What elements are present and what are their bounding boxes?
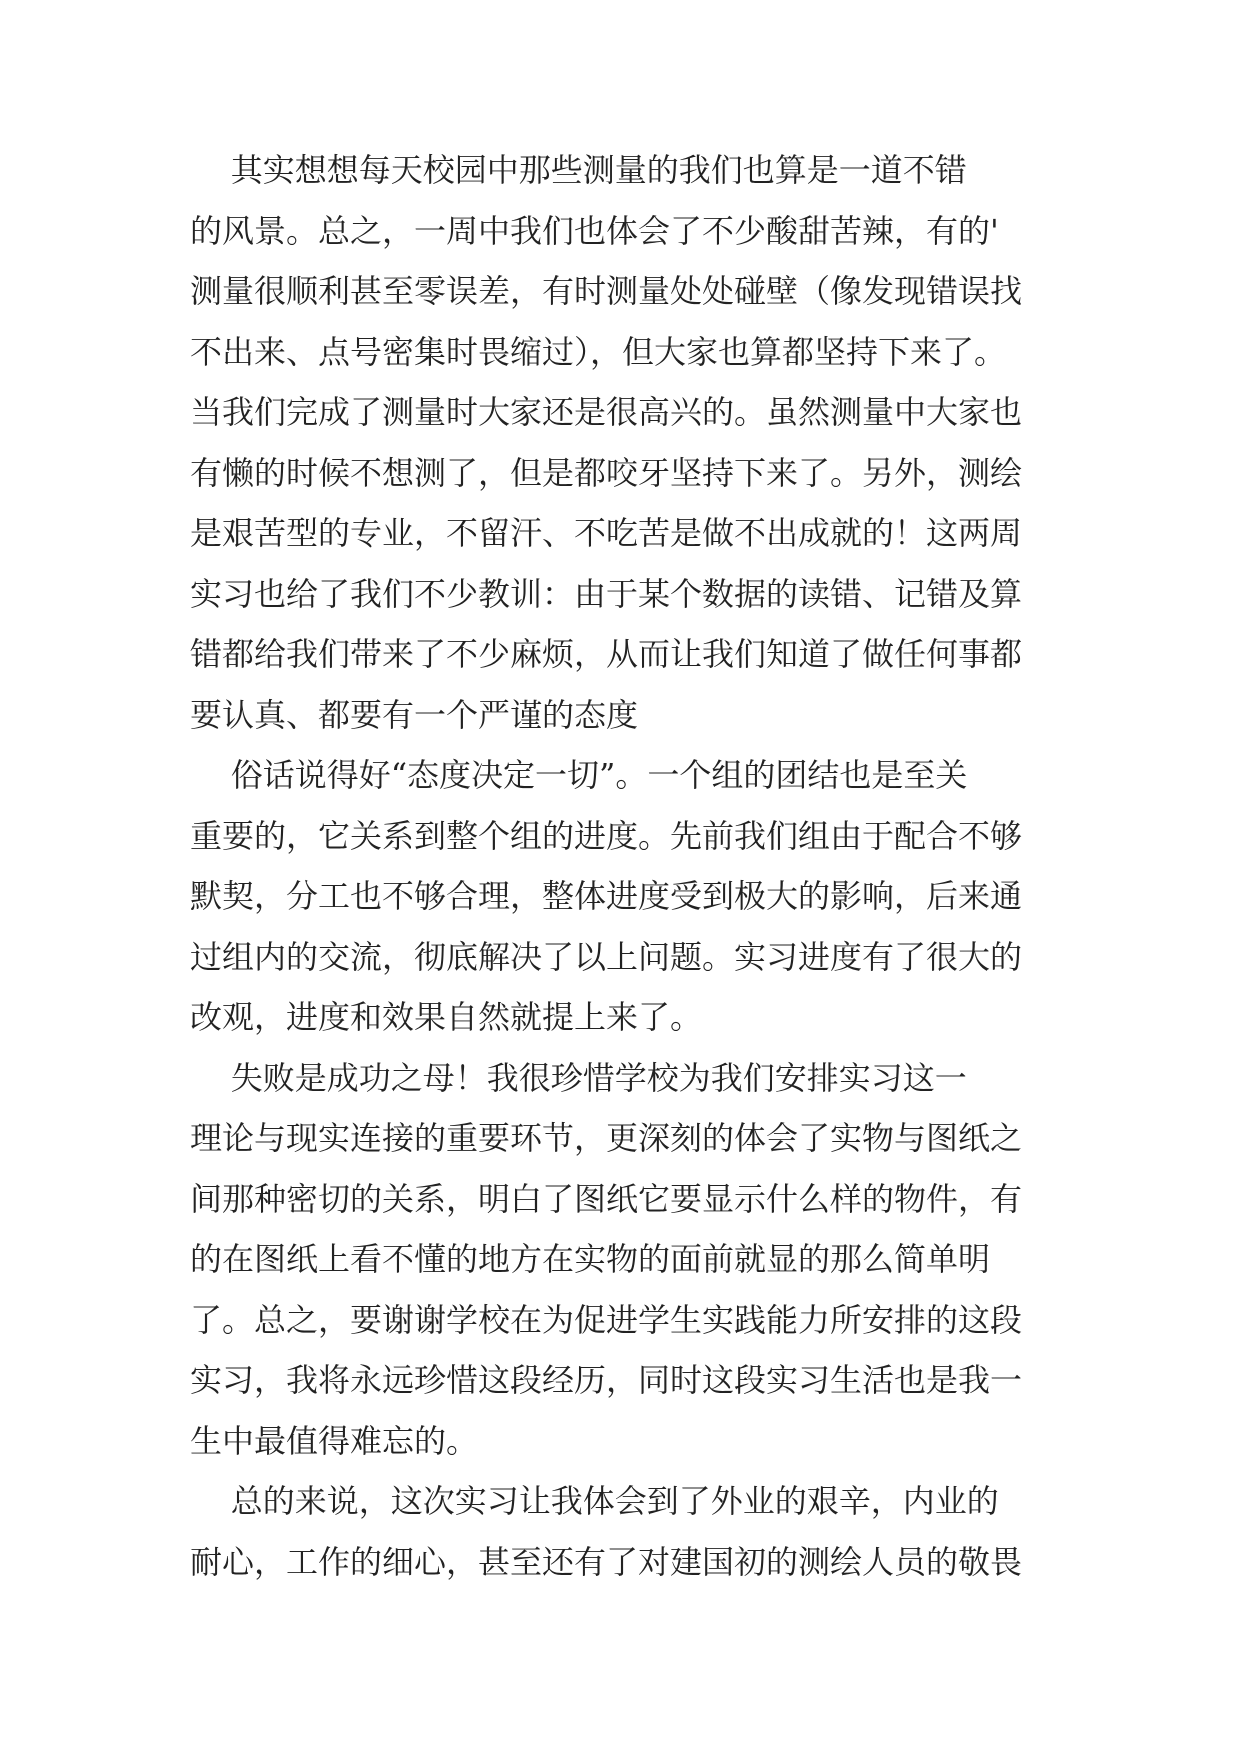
text-line: 耐心，工作的细心，甚至还有了对建国初的测绘人员的敬畏	[190, 1542, 1023, 1581]
text-line: 理论与现实连接的重要环节，更深刻的体会了实物与图纸之	[190, 1119, 1023, 1157]
text-line: 总的来说，这次实习让我体会到了外业的艰辛，内业的	[190, 1482, 999, 1520]
text-line: 其实想想每天校园中那些测量的我们也算是一道不错	[190, 151, 967, 189]
text-line: 错都给我们带来了不少麻烦，从而让我们知道了做任何事都	[190, 635, 1023, 673]
text-line: 测量很顺利甚至零误差，有时测量处处碰壁（像发现错误找	[190, 272, 1023, 310]
text-line: 的在图纸上看不懂的地方在实物的面前就显的那么简单明	[190, 1240, 991, 1278]
paragraph-4	[190, 1471, 1060, 1592]
text-line: 实习也给了我们不少教训：由于某个数据的读错、记错及算	[190, 574, 1023, 613]
text-line: 重要的，它关系到整个组的进度。先前我们组由于配合不够	[190, 816, 1023, 855]
text-line: 了。总之，要谢谢学校在为促进学生实践能力所安排的这段	[190, 1300, 1023, 1339]
text-line: 要认真、都要有一个严谨的态度	[190, 695, 639, 734]
text-line: 间那种密切的关系，明白了图纸它要显示什么样的物件，有	[190, 1179, 1023, 1218]
text-line: 过组内的交流，彻底解决了以上问题。实习进度有了很大的	[190, 937, 1023, 976]
paragraph-3	[190, 1048, 1060, 1472]
text-line: 的风景。总之，一周中我们也体会了不少酸甜苦辣，有的'	[190, 211, 999, 250]
document-page	[190, 140, 1060, 1592]
text-line: 改观，进度和效果自然就提上来了。	[190, 998, 703, 1036]
text-line: 不出来、点号密集时畏缩过），但大家也算都坚持下来了。	[190, 332, 1007, 371]
text-line: 生中最值得难忘的。	[190, 1421, 479, 1460]
text-line: 失败是成功之母！我很珍惜学校为我们安排实习这一	[190, 1058, 967, 1097]
paragraph-1	[190, 140, 1060, 745]
text-line: 是艰苦型的专业，不留汗、不吃苦是做不出成就的！这两周	[190, 514, 1023, 552]
text-line: 默契，分工也不够合理，整体进度受到极大的影响，后来通	[190, 877, 1023, 915]
text-line: 俗话说得好“态度决定一切”。一个组的团结也是至关	[190, 756, 968, 794]
text-line: 当我们完成了测量时大家还是很高兴的。虽然测量中大家也	[190, 393, 1023, 431]
text-line: 实习，我将永远珍惜这段经历，同时这段实习生活也是我一	[190, 1361, 1023, 1399]
paragraph-2	[190, 745, 1060, 1048]
text-line: 有懒的时候不想测了，但是都咬牙坚持下来了。另外，测绘	[190, 453, 1023, 492]
